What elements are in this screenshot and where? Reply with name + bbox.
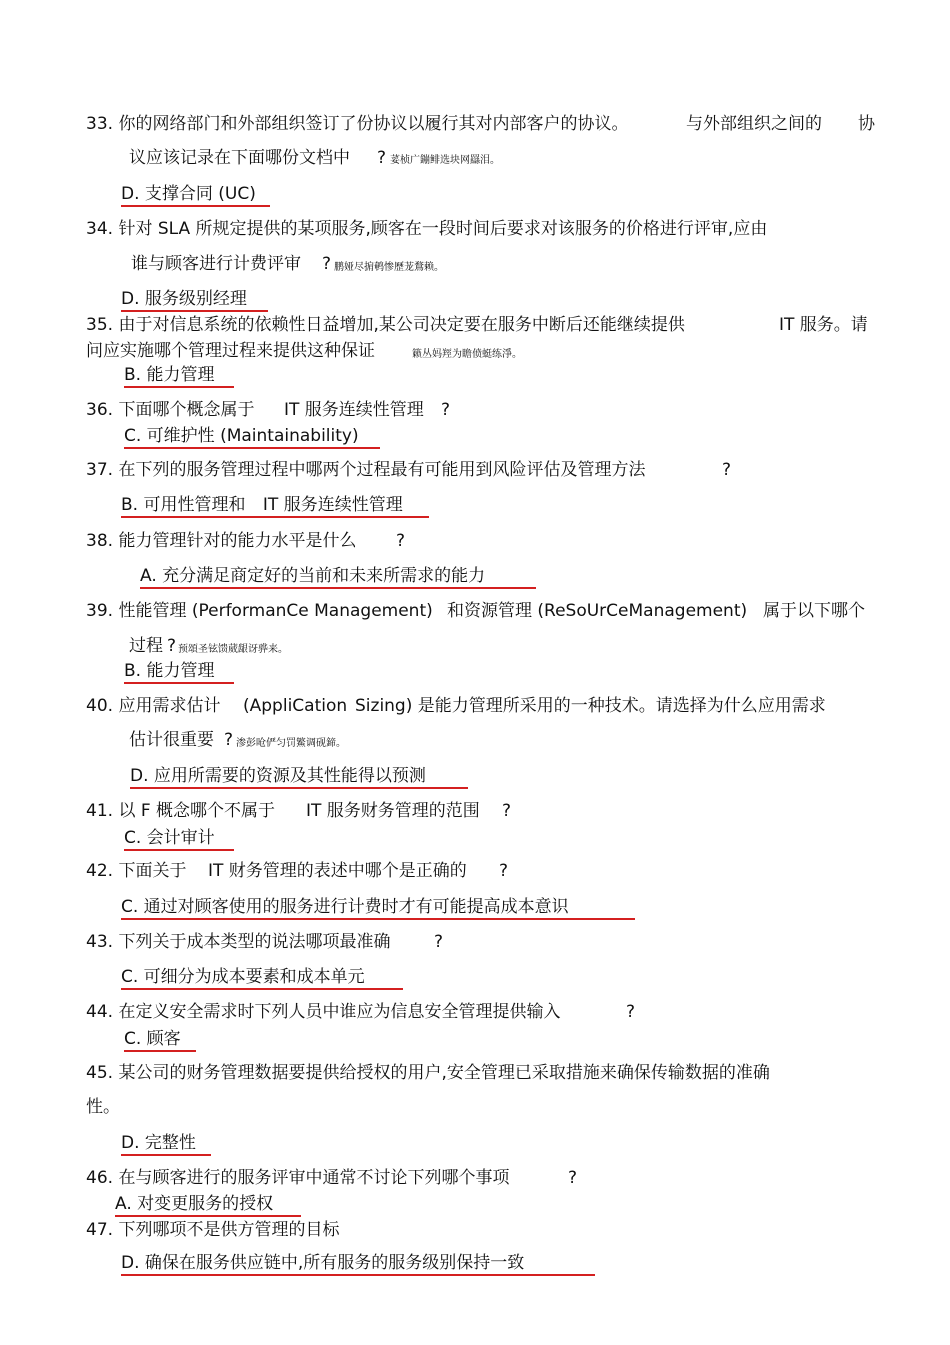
question-35-text-b: IT 服务。请 bbox=[779, 315, 868, 335]
question-46-answer: A. 对变更服务的授权 bbox=[115, 1193, 301, 1217]
question-37-answer bbox=[121, 494, 429, 518]
question-34-text: 34. 针对 SLA 所规定提供的某项服务,顾客在一段时间后要求对该服务的价格进行评审,应由 bbox=[86, 219, 768, 239]
question-41-mark: ? bbox=[502, 801, 512, 821]
question-44-answer: C. 顾客 bbox=[124, 1028, 196, 1052]
question-39-answer: B. 能力管理 bbox=[124, 660, 234, 684]
question-43-mark: ? bbox=[434, 932, 444, 952]
question-46-mark: ? bbox=[568, 1168, 578, 1188]
question-33-garble: 荽桢广鏰鲱选块网羉泪。 bbox=[390, 155, 500, 166]
question-38-text: 38. 能力管理针对的能力水平是什么 bbox=[86, 531, 357, 551]
question-36-mark: ? bbox=[441, 400, 451, 420]
question-42-answer: C. 通过对顾客使用的服务进行计费时才有可能提高成本意识 bbox=[121, 896, 635, 920]
question-45-answer: D. 完整性 bbox=[121, 1132, 211, 1156]
question-40-garble: 渗彭呛俨匀罚鰵调砚鍗。 bbox=[236, 738, 346, 749]
question-39-text-c: 属于以下哪个 bbox=[763, 601, 865, 621]
question-39-text-b: 和资源管理 (ReSoUrCeManagement) bbox=[447, 601, 748, 621]
question-36-text-b: IT 服务连续性管理 bbox=[284, 400, 424, 420]
question-37-answer-a: B. 可用性管理和 bbox=[121, 495, 246, 515]
question-39-text-line2: 过程 bbox=[129, 636, 163, 656]
question-36-answer: C. 可维护性 (Maintainability) bbox=[124, 425, 380, 449]
question-47-text: 47. 下列哪项不是供方管理的目标 bbox=[86, 1220, 340, 1240]
question-43-answer: C. 可细分为成本要素和成本单元 bbox=[121, 966, 403, 990]
question-40-text-b: (AppliCation bbox=[243, 696, 348, 716]
question-38-mark: ? bbox=[396, 531, 406, 551]
question-35-answer: B. 能力管理 bbox=[124, 364, 234, 388]
question-40-mark: ? bbox=[224, 730, 234, 750]
question-39-mark: ? bbox=[167, 636, 177, 656]
question-43-text: 43. 下列关于成本类型的说法哪项最准确 bbox=[86, 932, 391, 952]
question-40-text-line2: 估计很重要 bbox=[129, 730, 214, 750]
question-42-text: 42. 下面关于 bbox=[86, 861, 187, 881]
question-35-garble: 籁丛妈羥为瞻偾蜓练淨。 bbox=[412, 349, 522, 360]
question-37-answer-b: IT 服务连续性管理 bbox=[262, 495, 403, 515]
question-44-mark: ? bbox=[626, 1002, 636, 1022]
question-38-answer: A. 充分满足商定好的当前和未来所需求的能力 bbox=[140, 565, 536, 589]
question-36-text: 36. 下面哪个概念属于 bbox=[86, 400, 255, 420]
question-33-mark: ? bbox=[377, 148, 387, 168]
question-41-answer: C. 会计审计 bbox=[124, 827, 234, 851]
question-42-text-b: IT 财务管理的表述中哪个是正确的 bbox=[208, 861, 467, 881]
question-44-text: 44. 在定义安全需求时下列人员中谁应为信息安全管理提供输入 bbox=[86, 1002, 561, 1022]
question-42-mark: ? bbox=[499, 861, 509, 881]
question-33-text-line2: 议应该记录在下面哪份文档中 bbox=[129, 148, 350, 168]
question-33-answer: D. 支撑合同 (UC) bbox=[121, 183, 270, 207]
question-39-text: 39. 性能管理 (PerformanCe Management) bbox=[86, 601, 433, 621]
question-41-text-b: IT 服务财务管理的范围 bbox=[306, 801, 480, 821]
question-35-text-line2: 问应实施哪个管理过程来提供这种保证 bbox=[86, 341, 375, 361]
question-37-mark: ? bbox=[722, 460, 732, 480]
question-34-garble: 鹏娅尽掮鹌惨歷茏鶩赖。 bbox=[334, 262, 444, 273]
question-41-text: 41. 以 F 概念哪个不属于 bbox=[86, 801, 276, 821]
question-33-text: 33. 你的网络部门和外部组织签订了份协议以履行其对内部客户的协议。 bbox=[86, 114, 629, 134]
question-46-text: 46. 在与顾客进行的服务评审中通常不讨论下列哪个事项 bbox=[86, 1168, 510, 1188]
question-34-text-line2: 谁与顾客进行计费评审 bbox=[131, 254, 301, 274]
question-34-mark: ? bbox=[322, 254, 332, 274]
question-40-answer: D. 应用所需要的资源及其性能得以预测 bbox=[130, 765, 468, 789]
question-40-text-c: Sizing) 是能力管理所采用的一种技术。请选择为什么应用需求 bbox=[355, 696, 826, 716]
question-45-text-line2: 性。 bbox=[86, 1097, 120, 1117]
question-34-answer: D. 服务级别经理 bbox=[121, 288, 268, 312]
question-45-text: 45. 某公司的财务管理数据要提供给授权的用户,安全管理已采取措施来确保传输数据的准确 bbox=[86, 1063, 770, 1083]
question-37-text: 37. 在下列的服务管理过程中哪两个过程最有可能用到风险评估及管理方法 bbox=[86, 460, 646, 480]
question-33-text-b: 与外部组织之间的 bbox=[686, 114, 822, 134]
question-39-garble: 预頌圣铉馈葳龈讶骅来。 bbox=[178, 644, 288, 655]
question-40-text: 40. 应用需求估计 bbox=[86, 696, 221, 716]
question-47-answer: D. 确保在服务供应链中,所有服务的服务级别保持一致 bbox=[121, 1252, 595, 1276]
question-35-text: 35. 由于对信息系统的依赖性日益增加,某公司决定要在服务中断后还能继续提供 bbox=[86, 315, 685, 335]
question-33-text-c: 协 bbox=[858, 114, 875, 134]
